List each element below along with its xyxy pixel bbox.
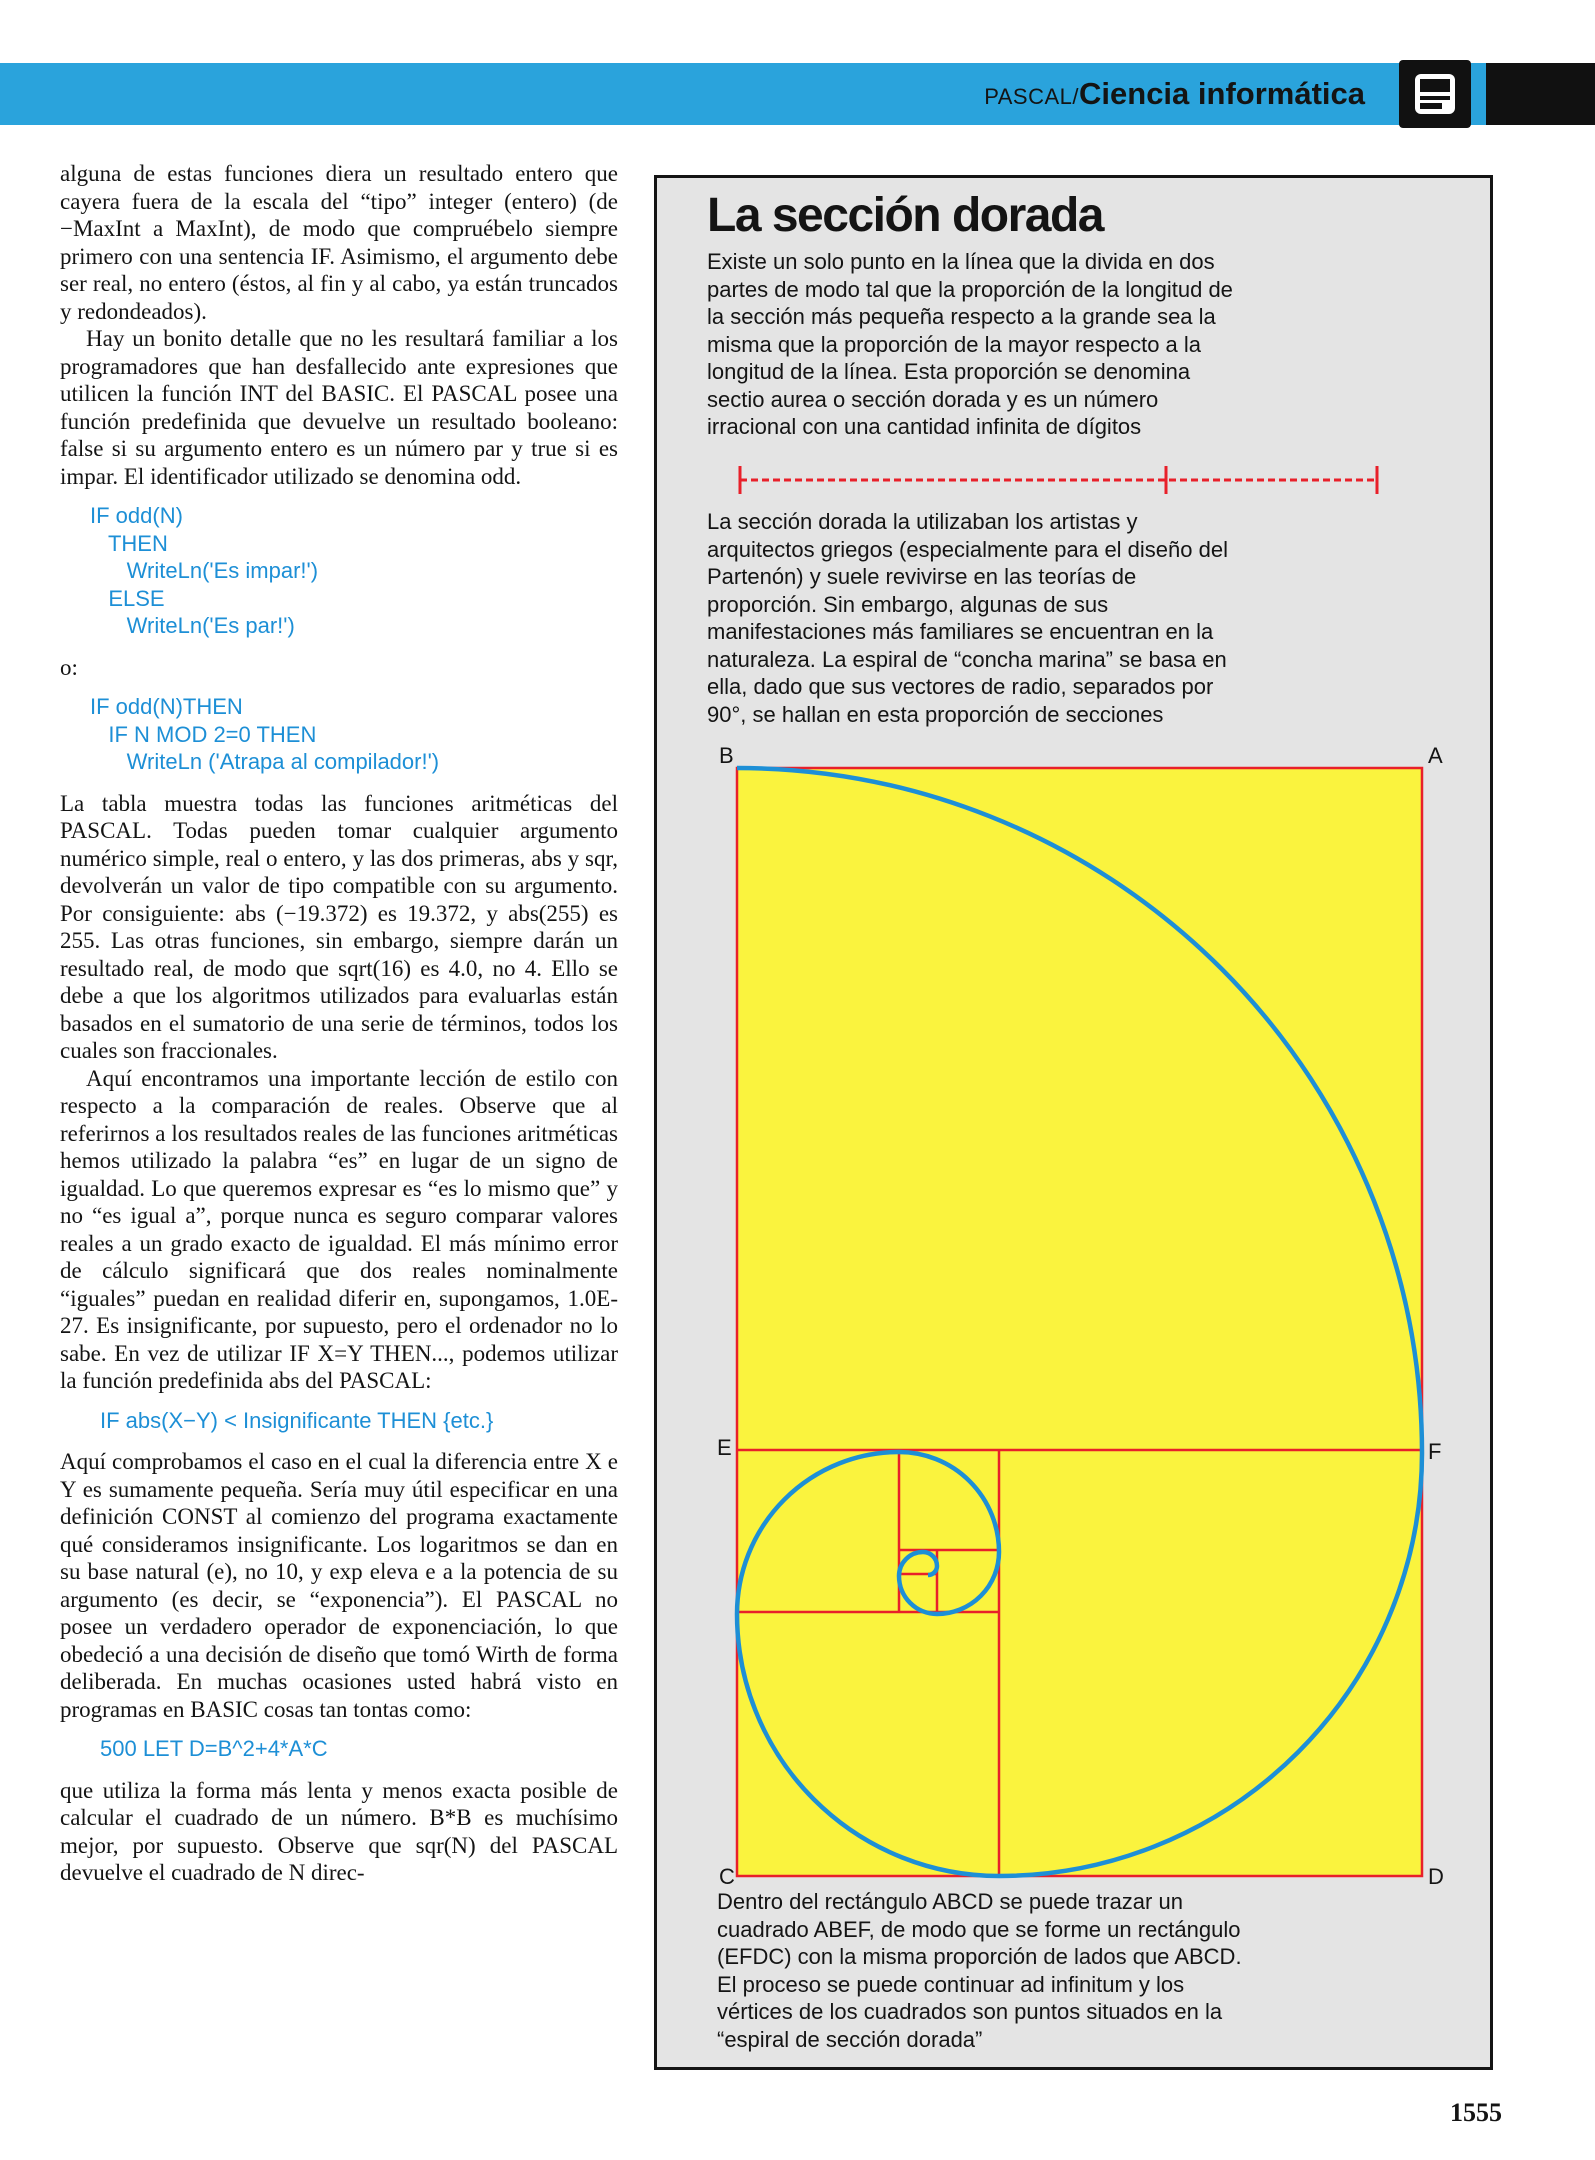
code-block bbox=[90, 502, 618, 640]
code-line: IF N MOD 2=0 THEN bbox=[90, 721, 317, 747]
code-line: IF abs(X−Y) < Insignificante THEN {etc.} bbox=[100, 1407, 494, 1433]
paragraph: La tabla muestra todas las funciones aritméticas del PASCAL. Todas pueden tomar cualquier argumento numérico simple, real o entero, y las dos primeras, abs y sqr, devolverán un valor de tipo compatible con su argumento. Por consiguiente: abs (−19.372) es 19.372, y abs(255) es 255. Las otras funciones, sin embargo, siempre darán un resultado real, de modo que sqrt(16) es 4.0, no 4. Ello se debe a que los algoritmos utilizados para evaluarlas están basados en el sumatorio de una serie de términos, todos los cuales son fraccionales. bbox=[60, 790, 618, 1063]
code-block bbox=[90, 693, 618, 776]
code-line: ELSE bbox=[90, 585, 165, 611]
paragraph: Aquí comprobamos el caso en el cual la diferencia entre X e Y es sumamente pequeña. Sería muy útil especificar en una definición CONST al comienzo del programa exactamente qué consideramos insignificante. Los logaritmos se dan en su base natural (e), no 10, y exp eleva e a la potencia de su argumento (es decir, se “exponencia”). El PASCAL no posee un verdadero operador de exponenciación, lo que obedeció a una decisión de diseño que tomó Wirth de forma deliberada. En muchas ocasiones usted habrá visto en programas en BASIC cosas tan tontas como: bbox=[60, 1449, 618, 1722]
vertex-label-a: A bbox=[1428, 743, 1443, 768]
sidebar-caption: Dentro del rectángulo ABCD se puede trazar un cuadrado ABEF, de modo que se forme un rectángulo (EFDC) con la misma proporción de lados que ABCD. El proceso se puede continuar ad infinitum y los vértices de los cuadrados son puntos situados en la “espiral de sección dorada” bbox=[717, 1889, 1242, 2052]
header-bar-end bbox=[1486, 63, 1595, 125]
page-number: 1555 bbox=[1450, 2098, 1502, 2127]
paragraph: que utiliza la forma más lenta y menos exacta posible de calcular el cuadrado de un número. B*B es muchísimo mejor, por supuesto. Observe que sqr(N) del PASCAL devuelve el cuadrado de N direc- bbox=[60, 1777, 618, 1885]
vertex-label-d: D bbox=[1428, 1864, 1444, 1889]
paragraph: Aquí encontramos una importante lección de estilo con respecto a la comparación de reales. Observe que al referirnos a los resultados reales de las funciones aritméticas hemos utilizado la palabra “es” en lugar de un signo de igualdad. Lo que queremos expresar es “es lo mismo que” y no “es igual a”, porque nunca es seguro comparar valores reales a un grado exacto de igualdad. El más mínimo error de cálculo significará que dos reales nominalmente “iguales” puedan en realidad diferir en, supongamos, 1.0E-27. Es insignificante, por supuesto, pero el ordenador no lo sabe. En vez de utilizar IF X=Y THEN..., podemos utilizar la función predefinida abs del PASCAL: bbox=[60, 1065, 618, 1393]
running-head-section: PASCAL/ bbox=[984, 84, 1080, 109]
code-line: WriteLn('Es impar!') bbox=[90, 558, 319, 583]
running-head bbox=[984, 76, 1365, 115]
computer-terminal-icon bbox=[1399, 60, 1471, 128]
code-line: THEN bbox=[90, 530, 168, 556]
vertex-label-e: E bbox=[717, 1435, 732, 1460]
sidebar-description: La sección dorada la utilizaban los artistas y arquitectos griegos (especialmente para el diseño del Partenón) y suele revivirse en las teorías de proporción. Sin embargo, algunas de sus manifestaciones más familiares se encuentran en la naturaleza. La espiral de “concha marina” se basa en ella, dado que sus vectores de radio, separados por 90°, se hallan en esta proporción de secciones bbox=[707, 509, 1228, 727]
vertex-label-b: B bbox=[719, 743, 734, 768]
code-line: IF odd(N) bbox=[90, 503, 183, 528]
vertex-label-f: F bbox=[1428, 1439, 1442, 1464]
article-text-column bbox=[60, 160, 618, 1887]
or-text: o: bbox=[60, 654, 78, 680]
paragraph: alguna de estas funciones diera un resultado entero que cayera fuera de la escala del “tipo” integer (entero) (de −MaxInt a MaxInt), de modo que compruébelo siempre primero con una sentencia IF. Asimismo, el argumento debe ser real, no entero (éstos, al fin y al cabo, ya están truncados y redondeados). bbox=[60, 161, 618, 324]
sidebar-intro: Existe un solo punto en la línea que la divida en dos partes de modo tal que la proporción de la longitud de la sección más pequeña respecto a la grande sea la misma que la proporción de la mayor respecto a la longitud de la línea. Esta proporción se denomina sectio aurea o sección dorada y es un número irracional con una cantidad infinita de dígitos bbox=[707, 249, 1233, 439]
vertex-label-c: C bbox=[719, 1864, 735, 1889]
code-line: IF odd(N)THEN bbox=[90, 694, 243, 719]
golden-section-figure bbox=[657, 178, 1490, 2067]
code-line: 500 LET D=B^2+4*A*C bbox=[100, 1736, 328, 1761]
running-head-subject: Ciencia informática bbox=[1079, 76, 1365, 111]
golden-ratio-line bbox=[740, 466, 1377, 494]
code-line: WriteLn('Es par!') bbox=[90, 613, 295, 638]
sidebar-title: La sección dorada bbox=[707, 189, 1103, 242]
rectangle-abcd bbox=[737, 768, 1422, 1876]
paragraph: Hay un bonito detalle que no les resultará familiar a los programadores que han desfallecido ante expresiones que utilicen la función INT del BASIC. El PASCAL posee una función predefinida que devuelve un resultado booleano: false si su argumento entero es un número par y true si es impar. El identificador utilizado se denomina odd. bbox=[60, 326, 618, 489]
golden-section-sidebar bbox=[654, 175, 1493, 2070]
code-line: WriteLn ('Atrapa al compilador!') bbox=[90, 749, 440, 774]
